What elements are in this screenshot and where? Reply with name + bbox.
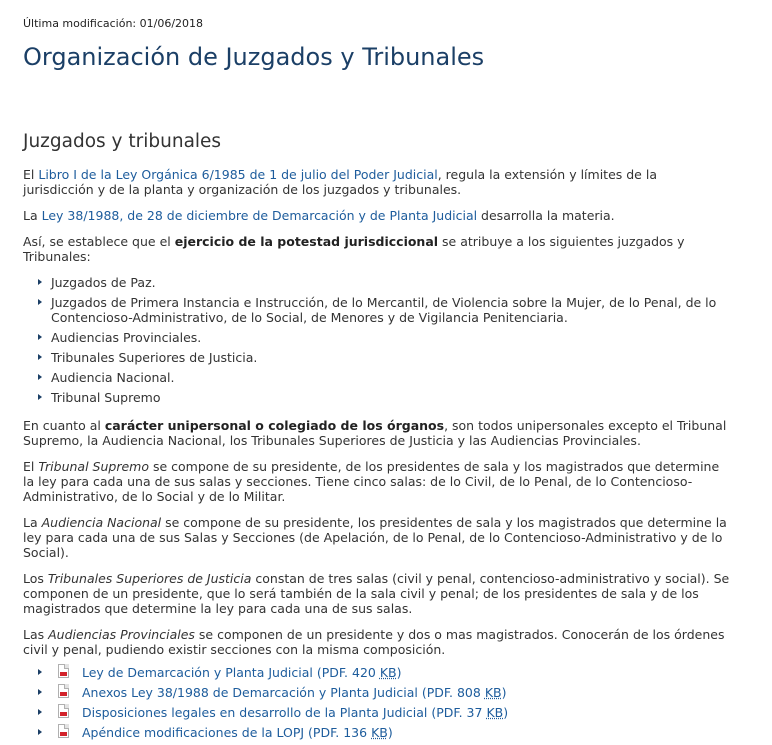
- pdf-icon: [58, 724, 69, 738]
- list-item: Juzgados de Primera Instancia e Instrucción, de lo Mercantil, de Violencia sobre la Mujer, de lo Penal, de lo Contencioso-Administrativo, de lo Social, de Menores y de Vigilancia Penitenciaria.: [38, 295, 731, 325]
- paragraph-organos: En cuanto al carácter unipersonal o colegiado de los órganos, son todos unipersonales excepto el Tribunal Supremo, la Audiencia Nacional, los Tribunales Superiores de Justicia y las Audiencias Provinciales.: [23, 418, 727, 448]
- download-link[interactable]: Anexos Ley 38/1988 de Demarcación y Planta Judicial: [82, 685, 418, 700]
- paragraph-tsj: Los Tribunales Superiores de Justicia constan de tres salas (civil y penal, contencioso-administrativo y social). Se componen de un presidente, que lo será también de la sala civil y penal; de los presidentes de sala y de los magistrados que determine la ley para cada una de sus salas.: [23, 571, 730, 616]
- emphasis-organos: carácter unipersonal o colegiado de los órganos: [104, 418, 445, 433]
- bullet-triangle-icon: [38, 394, 42, 400]
- bullet-triangle-icon: [38, 689, 42, 695]
- download-link[interactable]: Ley de Demarcación y Planta Judicial: [82, 665, 313, 680]
- download-item[interactable]: Apéndice modificaciones de la LOPJ (PDF. 136 KB): [38, 725, 731, 740]
- pdf-icon: [58, 684, 69, 698]
- bullet-triangle-icon: [38, 354, 42, 360]
- download-link[interactable]: Apéndice modificaciones de la LOPJ: [82, 725, 305, 740]
- download-item[interactable]: Disposiciones legales en desarrollo de la Planta Judicial (PDF. 37 KB): [38, 705, 731, 720]
- paragraph-tribunal-supremo: El Tribunal Supremo se compone de su presidente, de los presidentes de sala y los magistrados que determine la ley para cada una de sus salas y secciones. Tiene cinco salas: de lo Civil, de lo Penal, de lo Contencioso-Administrativo, de lo Social y de lo Militar.: [23, 459, 720, 504]
- paragraph-potestad: Así, se establece que el ejercicio de la potestad jurisdiccional se atribuye a los siguientes juzgados y Tribunales:: [23, 234, 685, 264]
- last-modified: Última modificación: 01/06/2018: [23, 17, 204, 30]
- article-body: [23, 167, 731, 745]
- emphasis-potestad: ejercicio de la potestad jurisdiccional: [174, 234, 439, 249]
- bullet-triangle-icon: [38, 374, 42, 380]
- pdf-icon: [58, 704, 69, 718]
- list-item: Tribunal Supremo: [38, 390, 731, 405]
- paragraph-audiencia-nacional: La Audiencia Nacional se compone de su presidente, los presidentes de sala y los magistrados que determine la ley para cada una de sus Salas y Secciones (de Apelación, de lo Penal, de lo Contencioso-Administrativo y de lo Social).: [23, 515, 727, 560]
- section-title: Juzgados y tribunales: [23, 131, 222, 152]
- link-ley-38-1988[interactable]: Ley 38/1988, de 28 de diciembre de Demarcación y de Planta Judicial: [41, 208, 478, 223]
- paragraph-audiencias-provinciales: Las Audiencias Provinciales se componen de un presidente y dos o mas magistrados. Conocerán de los órdenes civil y penal, pudiendo existir secciones con la misma composición.: [23, 627, 725, 657]
- paragraph-lopj: El Libro I de la Ley Orgánica 6/1985 de 1 de julio del Poder Judicial, regula la extensión y límites de la jurisdicción y de la planta y organización de los juzgados y tribunales.: [23, 167, 657, 197]
- list-item: Audiencias Provinciales.: [38, 330, 731, 345]
- bullet-triangle-icon: [38, 279, 42, 285]
- bullet-triangle-icon: [38, 669, 42, 675]
- list-item: Juzgados de Paz.: [38, 275, 731, 290]
- paragraph-ley-38-1988: La Ley 38/1988, de 28 de diciembre de Demarcación y de Planta Judicial desarrolla la materia.: [23, 208, 615, 223]
- list-item: Audiencia Nacional.: [38, 370, 731, 385]
- bullet-triangle-icon: [38, 729, 42, 735]
- link-lopj[interactable]: Libro I de la Ley Orgánica 6/1985 de 1 de julio del Poder Judicial: [38, 167, 438, 182]
- download-item[interactable]: Ley de Demarcación y Planta Judicial (PDF. 420 KB): [38, 665, 731, 680]
- pdf-icon: [58, 664, 69, 678]
- courts-list: [23, 275, 731, 405]
- list-item: Tribunales Superiores de Justicia.: [38, 350, 731, 365]
- download-link[interactable]: Disposiciones legales en desarrollo de la Planta Judicial: [82, 705, 428, 720]
- page-title: Organización de Juzgados y Tribunales: [23, 43, 485, 71]
- download-item[interactable]: Anexos Ley 38/1988 de Demarcación y Planta Judicial (PDF. 808 KB): [38, 685, 731, 700]
- bullet-triangle-icon: [38, 334, 42, 340]
- download-list: [23, 665, 731, 740]
- bullet-triangle-icon: [38, 299, 42, 305]
- bullet-triangle-icon: [38, 709, 42, 715]
